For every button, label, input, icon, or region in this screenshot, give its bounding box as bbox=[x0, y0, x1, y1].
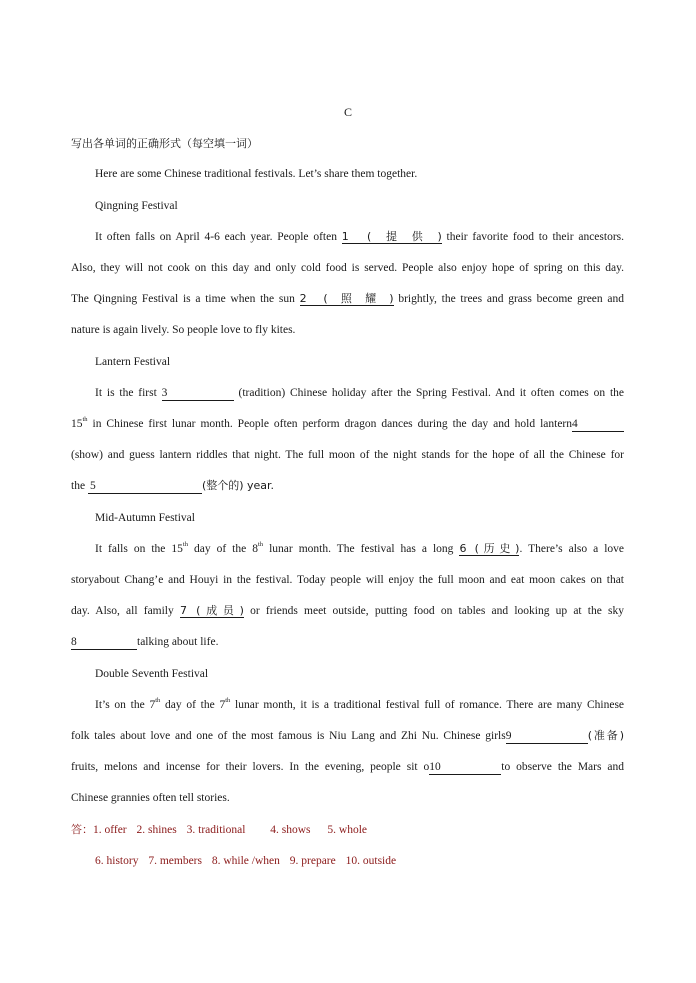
intro: Here are some Chinese traditional festivals. Let’s share them together. bbox=[95, 168, 418, 180]
answer-item: 1. offer bbox=[93, 824, 127, 836]
blank-6: 6 (历史) bbox=[459, 542, 520, 555]
answer-item: 8. while /when bbox=[211, 855, 280, 867]
text: in Chinese first lunar month. People often perform dragon dances during the day and hold lantern bbox=[92, 418, 572, 430]
midautumn-line-1 bbox=[95, 541, 624, 557]
blank-2: 2 (照耀) bbox=[299, 292, 394, 305]
answer-item: 3. traditional bbox=[186, 824, 246, 836]
text: . There’s also a love bbox=[519, 543, 625, 555]
text: (整个的) year. bbox=[201, 479, 275, 492]
blank-4: 4 bbox=[572, 418, 624, 432]
answers-label: 答： bbox=[71, 823, 93, 836]
text: folk tales about love and one of the most famous is Niu Lang and Zhi Nu. Chinese girls bbox=[71, 730, 506, 742]
festival-title-qingming: Qingning Festival bbox=[95, 200, 178, 212]
text: It’s on the 7 bbox=[95, 699, 156, 711]
blank-7: 7 (成员) bbox=[179, 604, 244, 617]
text: It is the first bbox=[95, 387, 157, 399]
answer-item: 4. shows bbox=[270, 824, 311, 836]
superscript: th bbox=[155, 697, 161, 705]
blank-5: 5 bbox=[88, 480, 202, 494]
qingming-line-2: Also, they will not cook on this day and only cold food is served. People also enjoy hope of spring on this day. bbox=[71, 262, 624, 274]
text: day of the 8 bbox=[193, 543, 258, 555]
blank-8: 8 bbox=[71, 636, 137, 650]
text: The Qingning Festival is a time when the sun bbox=[71, 293, 295, 305]
text: It often falls on April 4-6 each year. People often bbox=[95, 231, 337, 243]
double-seventh-line-2 bbox=[71, 728, 624, 744]
text: brightly, the trees and grass become green and bbox=[398, 293, 624, 305]
superscript: th bbox=[258, 541, 264, 549]
text: talking about life. bbox=[137, 636, 219, 648]
superscript: th bbox=[82, 416, 88, 424]
festival-title-double-seventh: Double Seventh Festival bbox=[95, 668, 209, 680]
answer-item: 9. prepare bbox=[289, 855, 336, 867]
text: fruits, melons and incense for their lovers. In the evening, people sit o bbox=[71, 761, 430, 773]
festival-title-lantern: Lantern Festival bbox=[95, 356, 171, 368]
answer-item: 2. shines bbox=[136, 824, 177, 836]
superscript: th bbox=[182, 541, 188, 549]
qingming-line-4: nature is again lively. So people love to fly kites. bbox=[71, 324, 296, 336]
answer-item: 6. history bbox=[95, 855, 139, 867]
text: day. Also, all family bbox=[71, 605, 174, 617]
text: (tradition) Chinese holiday after the Spring Festival. And it often comes on the bbox=[238, 387, 625, 399]
qingming-line-3 bbox=[71, 291, 624, 307]
midautumn-line-3 bbox=[71, 603, 624, 619]
lantern-line-1 bbox=[95, 385, 624, 401]
lantern-line-2 bbox=[71, 416, 624, 432]
text: It falls on the 15 bbox=[95, 543, 183, 555]
text: day of the 7 bbox=[165, 699, 226, 711]
blank-3: 3 bbox=[162, 387, 234, 401]
double-seventh-line-4: Chinese grannies often tell stories. bbox=[71, 792, 230, 804]
qingming-line-1 bbox=[95, 229, 624, 245]
text: the bbox=[71, 480, 86, 492]
answers-row-1 bbox=[71, 822, 624, 838]
answers-row-2 bbox=[95, 853, 624, 869]
text: to observe the Mars and bbox=[501, 761, 624, 773]
answer-item: 10. outside bbox=[345, 855, 397, 867]
answer-item: 7. members bbox=[148, 855, 202, 867]
blank-10: 10 bbox=[429, 761, 501, 775]
lantern-line-3: (show) and guess lantern riddles that night. The full moon of the night stands for the hope of all the Chinese for bbox=[71, 449, 624, 461]
blank-1: 1 (提供) bbox=[341, 230, 442, 243]
festival-title-midautumn: Mid-Autumn Festival bbox=[95, 512, 195, 524]
text: their favorite food to their ancestors. bbox=[446, 231, 625, 243]
text: lunar month, it is a traditional festival full of romance. There are many Chinese bbox=[235, 699, 625, 711]
text: lunar month. The festival has a long bbox=[269, 543, 454, 555]
double-seventh-line-3 bbox=[71, 759, 624, 775]
midautumn-line-4 bbox=[71, 634, 624, 650]
blank-9: 9 bbox=[506, 730, 588, 744]
text: 15 bbox=[71, 418, 83, 430]
instruction: 写出各单词的正确形式（每空填一词） bbox=[71, 137, 258, 150]
text: (准备) bbox=[587, 729, 624, 742]
midautumn-line-2: storyabout Chang’e and Houyi in the festival. Today people will enjoy the full moon and eat moon cakes on that bbox=[71, 574, 624, 586]
section-letter: C bbox=[343, 105, 352, 119]
lantern-line-4 bbox=[71, 478, 624, 494]
superscript: th bbox=[225, 697, 231, 705]
answer-item: 5. whole bbox=[327, 824, 368, 836]
text: or friends meet outside, putting food on tables and looking up at the sky bbox=[250, 605, 625, 617]
double-seventh-line-1 bbox=[95, 697, 624, 713]
